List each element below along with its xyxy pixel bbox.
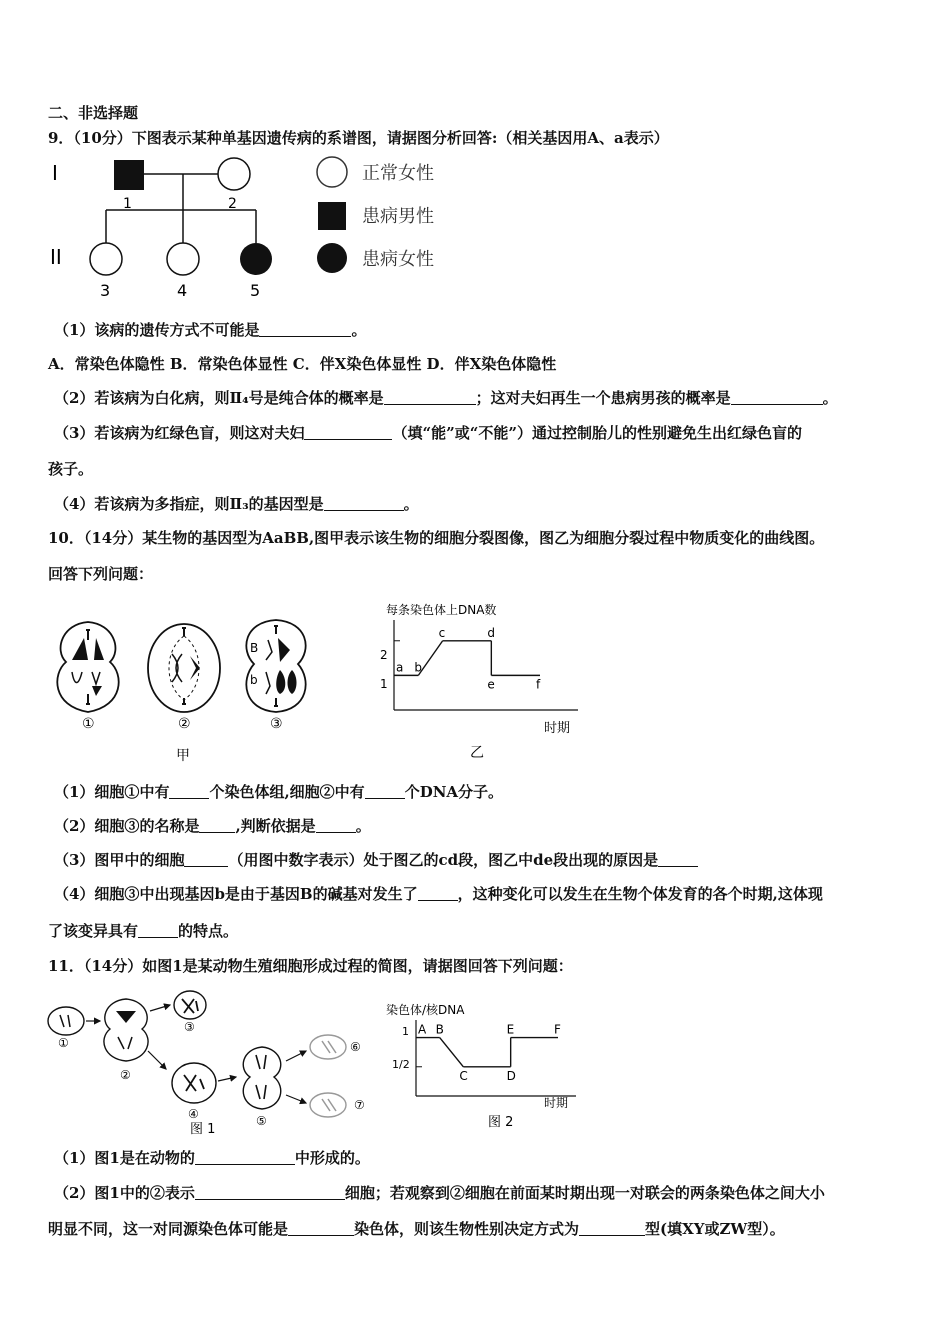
id-3: 3 (100, 281, 111, 300)
answer-blank[interactable] (195, 1150, 295, 1165)
chart1-ytick-2: 2 (380, 648, 388, 662)
legend-affected-female: 患病女性 (362, 249, 434, 270)
cell-1 (48, 1007, 84, 1035)
q10-stem: 10．（14分）某生物的基因型为AaBB,图甲表示该生物的细胞分裂图像，图乙为细胞分裂过程中物质变化的曲线图。 (48, 529, 825, 547)
chart2-ytick-half: 1/2 (392, 1058, 410, 1071)
legend-normal-female-icon (317, 157, 347, 187)
q9-part3-cont: 孩子。 (48, 460, 94, 478)
legend-affected-male-icon (318, 202, 346, 230)
answer-blank[interactable] (658, 852, 698, 867)
q11-part1: （1）图1是在动物的 中形成的。 (54, 1149, 370, 1167)
individual-5 (240, 243, 272, 275)
q9-part3: （3）若该病为红绿色盲，则这对夫妇 （填“能”或“不能”）通过控制胎儿的性别避免生出红绿色盲的 (54, 424, 802, 442)
q11-part2: （2）图1中的②表示 细胞；若观察到②细胞在前面某时期出现一对联会的两条染色体之间大小 (54, 1184, 825, 1202)
answer-blank[interactable] (288, 1221, 354, 1236)
gen-label-2: II (50, 245, 62, 269)
gen-label-1: I (52, 161, 58, 185)
answer-blank[interactable] (169, 784, 209, 799)
q10-stem-2: 回答下列问题： (48, 565, 154, 583)
q10-part3: （3）图甲中的细胞 （用图中数字表示）处于图乙的cd段，图乙中de段出现的原因是 (54, 850, 698, 870)
q10-part2: （2）细胞③的名称是 ,判断依据是 。 (54, 817, 371, 835)
chart1-point-label-d: d (487, 625, 495, 640)
chart2-point-label-C: C (459, 1068, 468, 1083)
q9-part4: （4）若该病为多指症，则Ⅱ₃的基因型是 。 (54, 495, 419, 513)
cell-label-3: ③ (270, 716, 283, 732)
chromosome (190, 656, 200, 680)
answer-blank[interactable] (731, 390, 823, 405)
pedigree-chart (40, 152, 470, 307)
chart2-title: 染色体/核DNA (386, 1003, 465, 1017)
answer-blank[interactable] (195, 1185, 345, 1200)
answer-blank[interactable] (259, 322, 351, 337)
gene-label-B: B (250, 641, 259, 655)
chart2-point-label-F: F (554, 1022, 561, 1037)
diagram-cell-6: ⑥ (350, 1040, 361, 1054)
chromosome (72, 638, 88, 660)
chart1-xlabel: 时期 (544, 721, 571, 736)
chart-dna-per-chromosome (370, 598, 590, 758)
fig2-caption: 图 2 (488, 1115, 514, 1130)
section-title: 二、非选择题 (48, 104, 139, 122)
chromosome (172, 654, 182, 682)
q10-part4: （4）细胞③中出现基因b是由于基因B的碱基对发生了 ，这种变化可以发生在生物个体发育的各个时期,这体现 (54, 885, 823, 903)
chart1-segment-bc (418, 641, 442, 676)
diagram-cell-1: ① (58, 1036, 69, 1050)
chart2-point-label-B: B (435, 1022, 444, 1037)
answer-blank[interactable] (184, 852, 228, 867)
answer-blank[interactable] (418, 886, 458, 901)
chart1-title: 每条染色体上DNA数 (386, 603, 497, 617)
q9-part2: （2）若该病为白化病，则Ⅱ₄号是纯合体的概率是 ；这对夫妇再生一个患病男孩的概率是 。 (54, 389, 838, 407)
diagram-cell-7: ⑦ (354, 1098, 365, 1112)
answer-blank[interactable] (316, 818, 356, 833)
cell-2 (104, 999, 148, 1061)
q9-part1: （1）该病的遗传方式不可能是 。 (54, 321, 367, 339)
cell-label-1: ① (82, 716, 95, 732)
id-4: 4 (177, 281, 188, 300)
chart1-point-label-a: a (396, 660, 404, 675)
legend-affected-female-icon (317, 243, 347, 273)
q10-part4-cont: 了该变异具有 的特点。 (48, 922, 239, 940)
chart1-point-label-b: b (414, 660, 422, 675)
chromosome (94, 638, 104, 660)
id-2: 2 (228, 196, 237, 212)
q11-part2-cont: 明显不同，这一对同源染色体可能是 染色体，则该生物性别决定方式为 型(填XY或ZW型）。 (48, 1220, 785, 1238)
answer-blank[interactable] (138, 923, 178, 938)
gamete-formation-diagram (44, 985, 384, 1135)
id-5: 5 (250, 281, 261, 300)
q10-part1: （1）细胞①中有 个染色体组,细胞②中有 个DNA分子。 (54, 783, 504, 801)
chart2-point-label-A: A (418, 1022, 427, 1037)
answer-blank[interactable] (304, 425, 392, 440)
individual-3 (90, 243, 122, 275)
cell-5 (243, 1047, 281, 1109)
legend-affected-male: 患病男性 (362, 206, 434, 227)
fig-yi-caption: 乙 (470, 745, 484, 758)
answer-blank[interactable] (384, 390, 476, 405)
chart1-point-label-c: c (438, 625, 446, 640)
cell-division-images (44, 610, 334, 770)
individual-1 (114, 160, 144, 190)
chromosome (278, 638, 290, 662)
chart1-point-label-f: f (536, 677, 541, 692)
gene-label-b: b (250, 673, 258, 687)
cell-7 (310, 1093, 346, 1117)
diagram-cell-5: ⑤ (256, 1114, 267, 1128)
chart2-ytick-1: 1 (402, 1025, 409, 1038)
cell-6 (310, 1035, 346, 1059)
q9-stem: 9．（10分）下图表示某种单基因遗传病的系谱图，请据图分析回答:（相关基因用A、a表示） (48, 129, 669, 147)
chart2-segment-BC (440, 1038, 464, 1067)
answer-blank[interactable] (324, 496, 404, 511)
individual-4 (167, 243, 199, 275)
fig-jia-caption: 甲 (176, 748, 190, 764)
answer-blank[interactable] (199, 818, 235, 833)
cell-label-2: ② (178, 716, 191, 732)
chart2-xlabel: 时期 (544, 1096, 569, 1110)
diagram-cell-2: ② (120, 1068, 131, 1082)
legend-normal-female: 正常女性 (362, 163, 434, 184)
chart-chromosome-dna-ratio (372, 1000, 582, 1130)
q11-stem: 11．（14分）如图1是某动物生殖细胞形成过程的简图，请据图回答下列问题： (48, 957, 573, 975)
chart2-point-label-E: E (506, 1022, 515, 1037)
fig1-caption: 图 1 (190, 1122, 216, 1135)
id-1: 1 (123, 196, 132, 212)
chart2-point-label-D: D (506, 1068, 516, 1083)
chart1-point-label-e: e (487, 677, 495, 692)
diagram-cell-3: ③ (184, 1020, 195, 1034)
individual-2 (218, 158, 250, 190)
cell-4 (172, 1063, 216, 1103)
q9-options: A．常染色体隐性 B．常染色体显性 C．伴X染色体显性 D．伴X染色体隐性 (48, 355, 557, 373)
answer-blank[interactable] (365, 784, 405, 799)
diagram-cell-4: ④ (188, 1107, 199, 1121)
answer-blank[interactable] (579, 1221, 645, 1236)
chart1-ytick-1: 1 (380, 677, 388, 691)
